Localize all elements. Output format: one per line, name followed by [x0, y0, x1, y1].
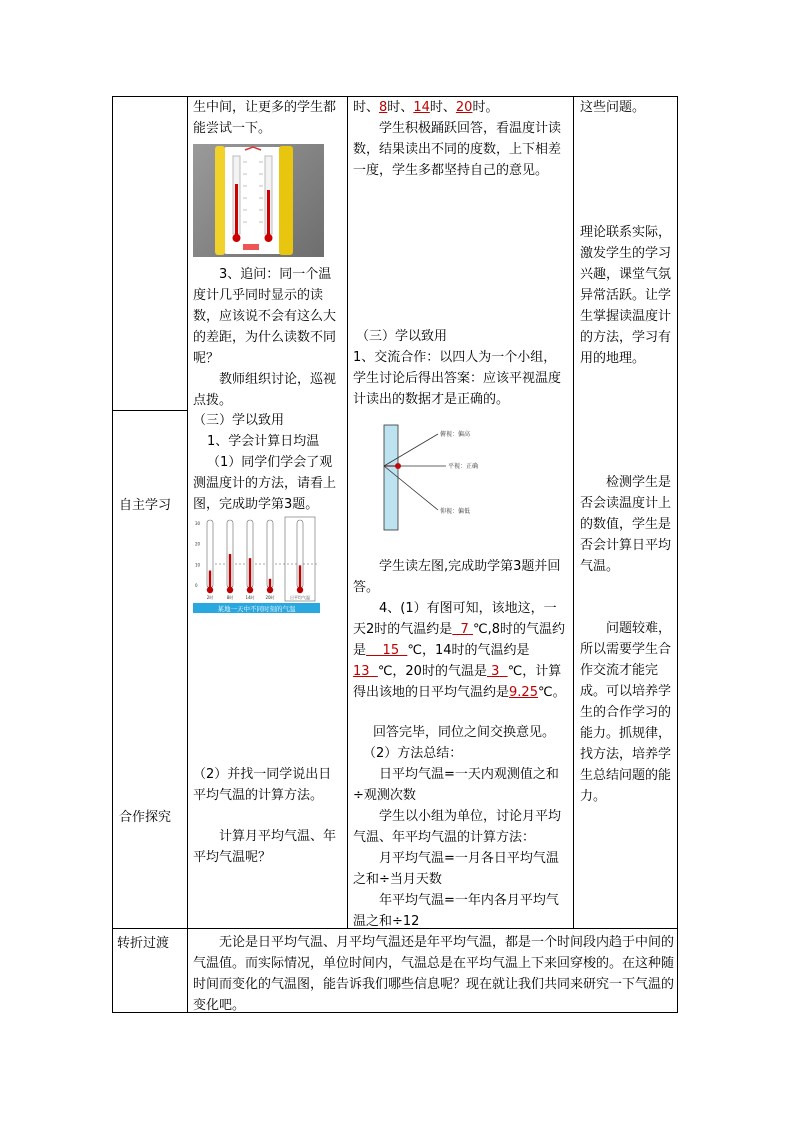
student-read-figure: 学生读左图,完成助学第3题并回答。 — [353, 559, 561, 595]
reading-angle-diagram — [376, 420, 496, 535]
intent-text-3: 检测学生是否会读温度计上的数值，学生是否会计算日平均气温。 — [580, 475, 672, 574]
table-border-right — [677, 96, 678, 1013]
time-label: 20时 — [265, 595, 275, 600]
section-heading: （三）学以致用 — [193, 413, 285, 428]
intent-text-2: 理论联系实际，激发学生的学习兴趣，课堂气氛异常活跃。让学生掌握读温度计的方法，学习有用的地理。 — [580, 225, 672, 366]
thermometer-tube — [384, 425, 398, 530]
table-col-divider — [573, 96, 574, 929]
scale-tick-label: 30 — [195, 521, 201, 526]
student-group-discussion: 学生以小组为单位，讨论月平均气温、年平均气温的计算方法： — [353, 809, 562, 845]
scale-tick-label: 0 — [195, 583, 198, 588]
teacher-task-2: （2）并找一同学说出日平均气温的计算方法。 — [193, 767, 332, 803]
temperature-bar — [229, 554, 231, 588]
task-heading: 1、学会计算日均温 — [207, 434, 320, 449]
temperature-bar — [209, 571, 211, 588]
intent-text-1: 这些问题。 — [580, 100, 646, 115]
intent-text-4: 问题较难，所以需要学生合作交流才能完成。可以培养学生的合作学习的能力。抓规律，找方法，培养学生总结问题的能力。 — [580, 621, 672, 804]
yearly-average-formula: 年平均气温=一年内各月平均气温之和÷12 — [353, 893, 559, 929]
row-label-cooperation: 合作探究 — [119, 810, 172, 825]
average-thermometer-bulb — [297, 587, 303, 593]
table-col-divider — [347, 96, 348, 929]
thermometer-bulb — [247, 587, 253, 593]
table-border-left — [112, 96, 113, 1013]
student-response: 学生积极踊跃回答，看温度计读数，结果读出不同的度数，上下相差一度，学生多都坚持自己的意见。 — [353, 121, 562, 178]
time-label: 2时 — [206, 595, 214, 600]
table-col-divider — [187, 96, 188, 1013]
task-instruction: （1）同学们学会了观测温度计的方法，请看上图，完成助学第3题。 — [193, 455, 337, 512]
student-exchange: 回答完毕，同位之间交换意见。 — [373, 725, 556, 740]
average-temperature-bar — [299, 565, 301, 588]
time-label: 14时 — [245, 595, 255, 600]
method-summary-heading: （2）方法总结： — [363, 746, 463, 761]
thermometer-bulb — [267, 587, 273, 593]
label-look-down: 俯视：偏高 — [440, 431, 471, 438]
daily-average-formula: 日平均气温=一天内观测值之和÷观测次数 — [353, 767, 559, 803]
chart-caption: 某地一天中不同时刻的气温 — [217, 605, 296, 613]
label-look-up: 仰视：偏低 — [440, 508, 471, 515]
student-answers: 4、(1）有图可知，该地这，一天2时的气温约是 7 ℃,8时的气温约是 15 ℃，14时的气温约是13 ℃，20时的气温是 3 ℃，计算得出该地的日平均气温约是9.25℃。 — [353, 601, 566, 700]
thermometer-chart — [193, 515, 320, 613]
thermometer-bulb — [227, 587, 233, 593]
teacher-text-continuation: 生中间，让更多的学生都能尝试一下。 — [193, 100, 337, 136]
teacher-question: 3、追问：同一个温度计几乎同时显示的读数，应该说不会有这么大的差距，为什么读数不同呢？ — [193, 267, 337, 366]
scale-tick-label: 20 — [195, 541, 201, 547]
table-label-divider — [112, 410, 187, 411]
thermometer-bulb — [207, 587, 213, 593]
transition-text: 无论是日平均气温、月平均气温还是年平均气温，都是一个时间段内趋于中间的气温值。而实际情况，单位时间内，气温总是在平均气温上下来回穿梭的。在这种随时间而变化的气温图，能告诉我们哪些信息呢？现在就让我们共同来研究一下气温的变化吧。 — [193, 935, 675, 1013]
temperature-bar — [249, 558, 251, 588]
student-hours-line: 时、8时、14时、20时。 — [353, 100, 499, 115]
scale-tick-label: 10 — [195, 562, 201, 568]
temperature-bar — [269, 579, 271, 588]
student-cooperation: 1、交流合作：以四人为一个小组，学生讨论后得出答案：应该平视温度计读出的数据才是正确的。 — [353, 350, 562, 407]
thermometer-tube — [267, 520, 273, 588]
teacher-discussion: 教师组织讨论，巡视点拨。 — [193, 372, 337, 408]
row-label-transition: 转折过渡 — [117, 936, 170, 951]
teacher-task-3: 计算月平均气温、年平均气温呢？ — [193, 829, 337, 865]
time-label: 8时 — [226, 595, 234, 600]
monthly-average-formula: 月平均气温=一月各日平均气温之和÷当月天数 — [353, 851, 559, 887]
average-label: 日平均气温 — [290, 595, 310, 600]
label-look-level: 平视：正确 — [448, 463, 479, 470]
row-label-self-study: 自主学习 — [119, 498, 172, 513]
section-heading-student: （三）学以致用 — [356, 329, 448, 344]
thermometer-photo — [193, 144, 324, 257]
